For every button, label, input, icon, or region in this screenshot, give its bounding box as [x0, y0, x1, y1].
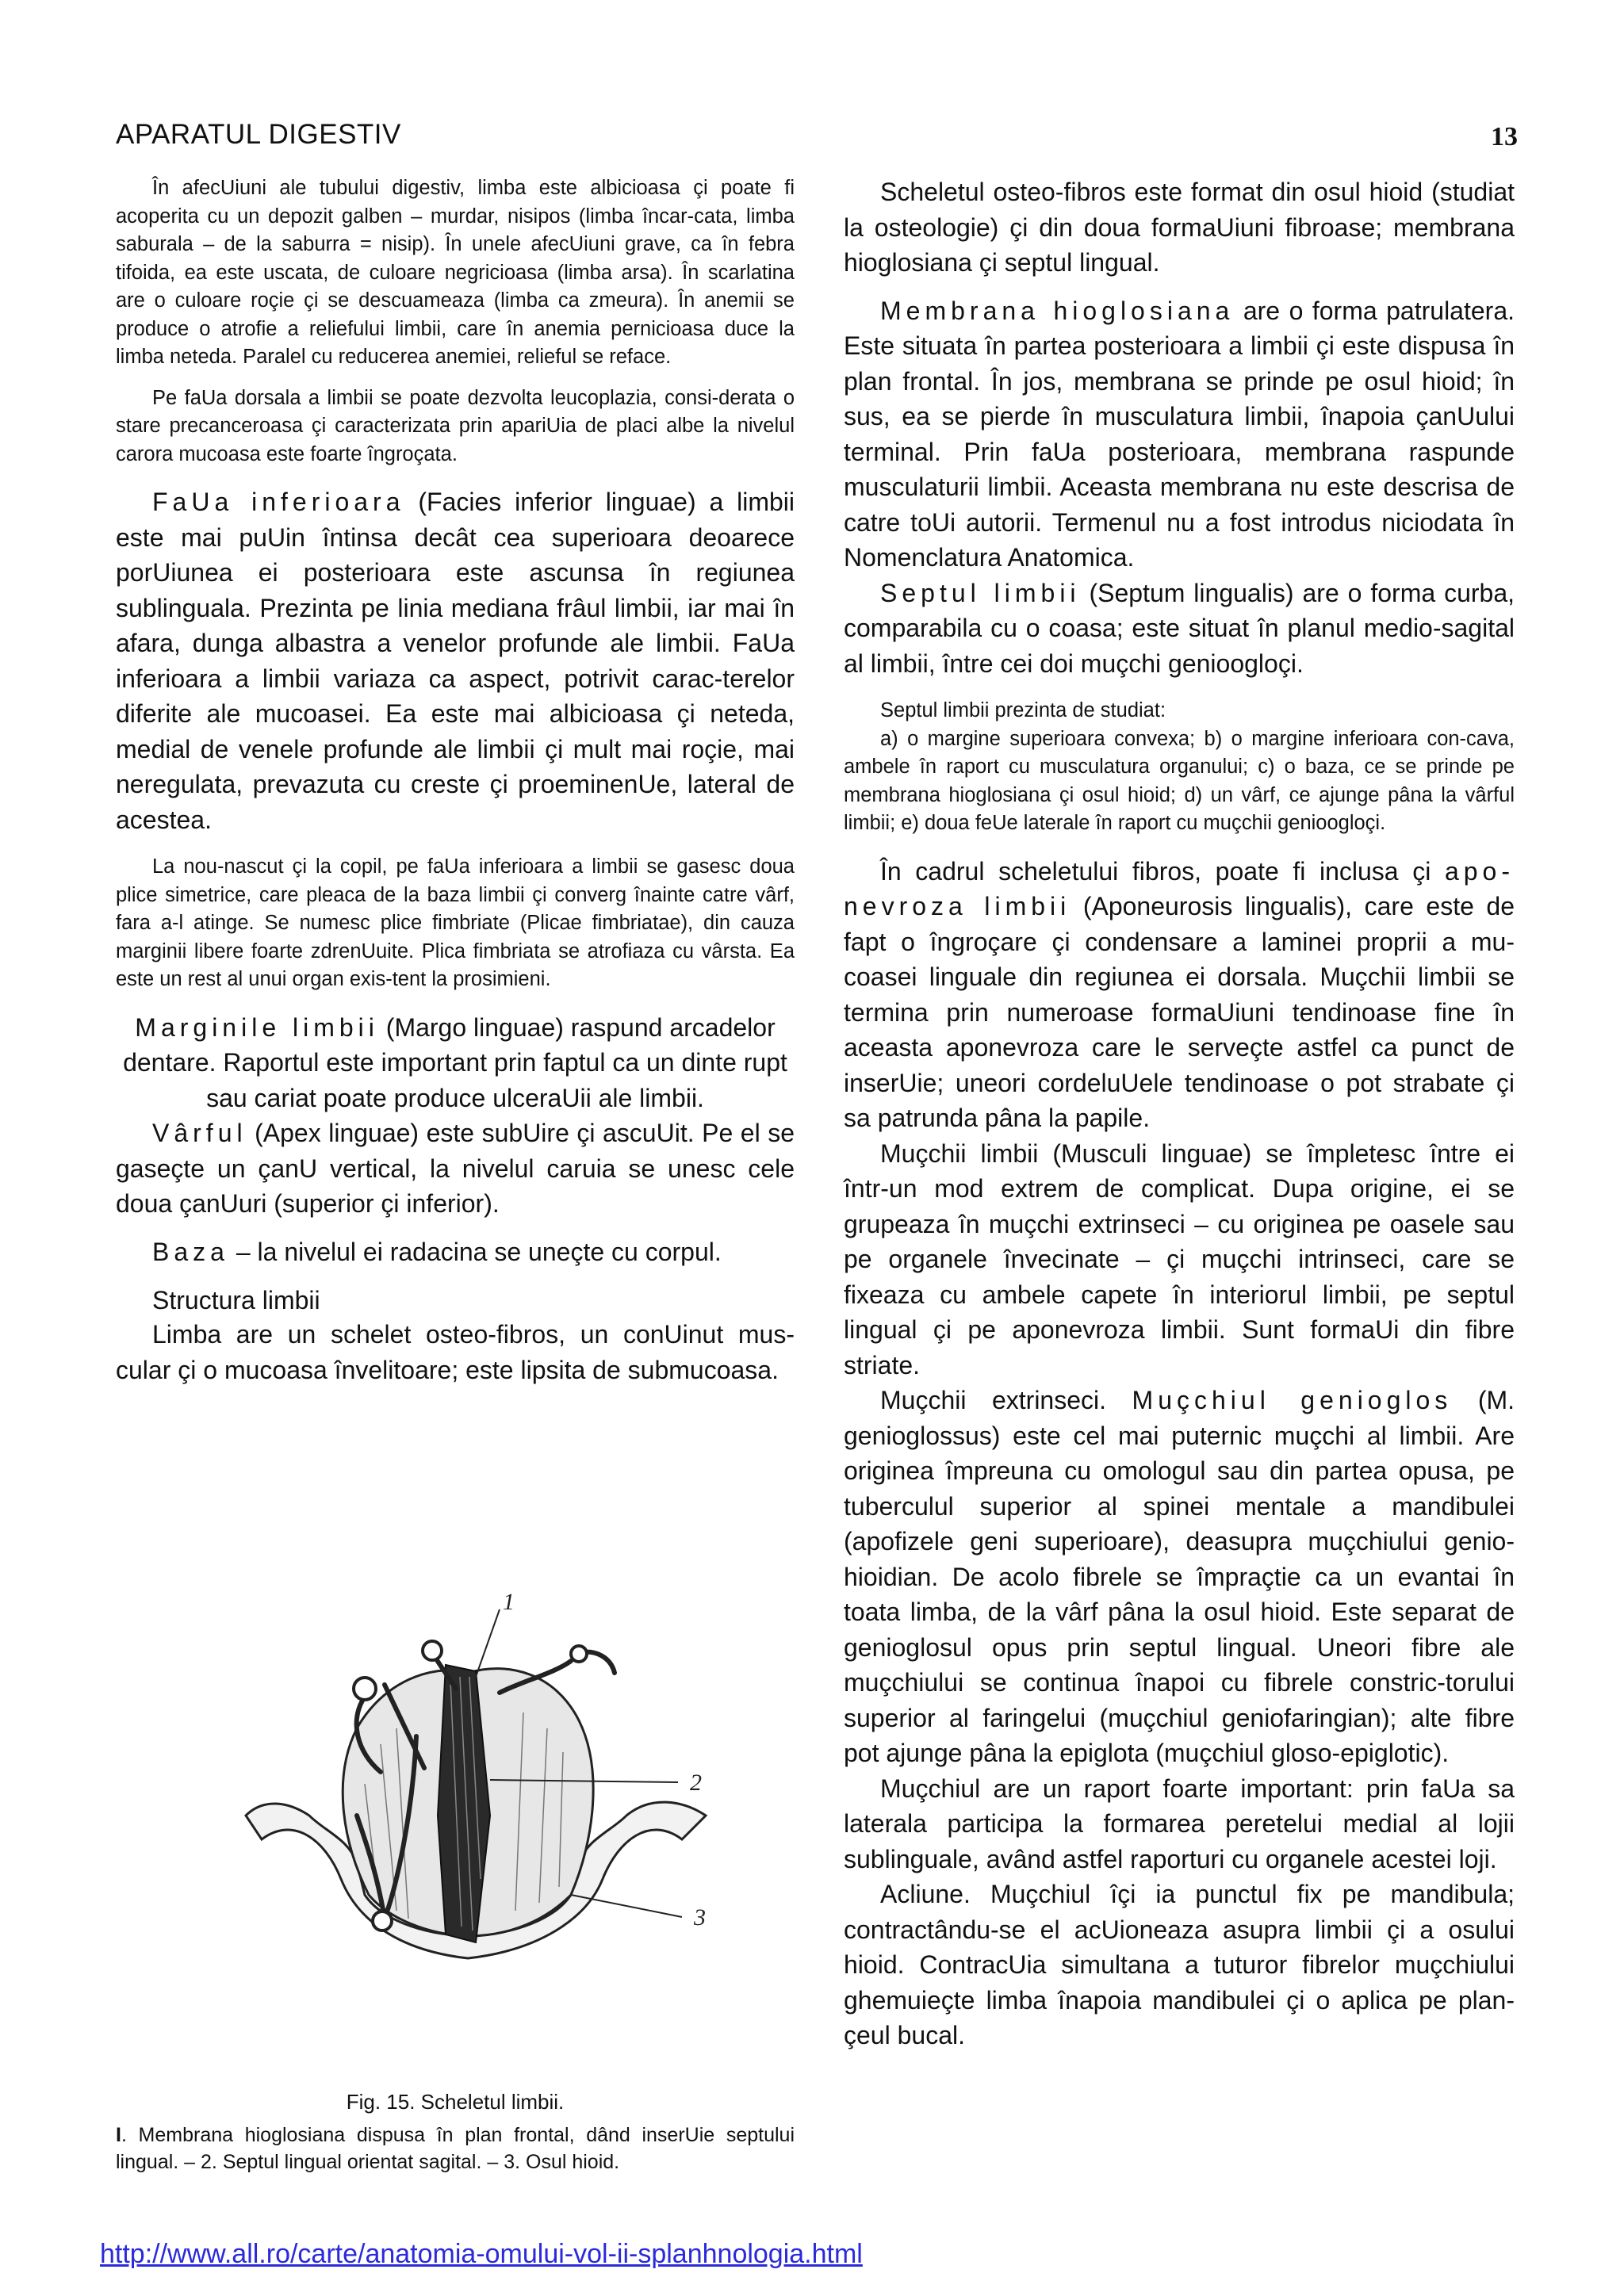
paragraph-aponeurosis-text: (Aponeurosis lingualis), care este de fapt o îngroçare çi condensare a laminei proprii a mu-coasei linguale din regiunea ei dorsala. Muçchii limbii se termina prin numeroase formaUiuni tendinoase fine în aceasta aponevroza care le serveçte astfel ca punct de inserUie; uneori cordeluUele tendinoase o pot strabate çi sa patrunda pâna la papile.	[844, 892, 1515, 1132]
left-column	[116, 174, 795, 1387]
paragraph-septum-study: Septul limbii prezinta de studiat:	[880, 699, 1166, 721]
paragraph-inferior-face-text: (Facies inferior linguae) a limbii este mai puUin întinsa decât cea superioara deoarece porUiunea ei posterioara este ascunsa în regiunea sublinguala. Prezinta pe linia mediana frâul limbii, iar mai în afara, dunga albastra a venelor profunde ale limbii. FaUa inferioara a limbii variaza ca aspect, potrivit carac-terelor diferite ale mucoasei. Ea este mai albicioasa çi neteda, medial de venele profunde ale limbii çi mult mai roçie, mai neregulata, prevazuta cu creste çi proeminenUe, lateral de acestea.	[116, 488, 795, 834]
paragraph-margins	[116, 1010, 795, 1116]
paragraph-structure: Limba are un schelet osteo-fibros, un conUinut mus-cular çi o mucoasa învelitoare; este lipsita de submucoasa.	[116, 1320, 795, 1384]
paragraph-hyoglossal-membrane-text: are o forma patrulatera. Este situata în partea posterioara a limbii çi este dispusa în plan frontal. În jos, membrana se prinde pe osul hioid; în sus, ea se pierde în musculatura limbii, înapoia çanUului terminal. Prin faUa posterioara, membrana raspunde musculaturii limbii. Aceasta membrana nu este descrisa de catre toUi autorii. Termenul nu a fost introdus niciodata în Nomenclatura Anatomica.	[844, 296, 1515, 572]
paragraph-leucoplazia: Pe faUa dorsala a limbii se poate dezvolta leucoplazia, consi-derata o stare precanceroasa çi caracterizata prin apariUia de placi albe la nivelul carora mucoasa este foarte îngroçata.	[116, 386, 795, 465]
right-column	[844, 174, 1515, 2053]
source-url-link[interactable]: http://www.all.ro/carte/anatomia-omului-vol-ii-splanhnologia.html	[100, 2239, 863, 2269]
paragraph-hyoglossal-membrane	[844, 293, 1515, 576]
term-hyoglossal-membrane: Membrana hioglosiana	[880, 296, 1235, 325]
label-2: 2	[690, 1770, 702, 1796]
paragraph-relations: Muçchiul are un raport foarte important: prin faUa sa laterala participa la formarea peretelui medial al lojii sublinguale, având astfel raporturi cu organele acestei loji.	[844, 1774, 1515, 1873]
label-3: 3	[694, 1904, 706, 1931]
term-inferior-face: FaUa inferioara	[152, 488, 405, 516]
section-heading: Structura limbii	[152, 1286, 320, 1314]
figure-caption-lead: I	[116, 2124, 121, 2146]
paragraph-septum-text: (Septum lingualis) are o forma curba, comparabila cu o coasa; este situat în planul medio-sagital al limbii, între cei doi muçchi genioogloçi.	[844, 578, 1515, 678]
paragraph-osteo-fibrous: Scheletul osteo-fibros este format din osul hioid (studiat la osteologie) çi din doua formaUiuni fibroase; membrana hioglosiana çi septul lingual.	[844, 178, 1515, 277]
tongue-skeleton-illustration	[238, 1578, 745, 2022]
paragraph-aponeurosis	[844, 854, 1515, 1136]
term-base: Baza	[152, 1237, 229, 1266]
term-apex: Vârful	[152, 1119, 247, 1147]
term-genioglossus: Muçchiul genioglos	[1132, 1386, 1453, 1414]
label-1: 1	[503, 1589, 515, 1615]
paragraph-action: Acliune. Muçchiul îçi ia punctul fix pe mandibula; contractându-se el acUioneaza asupra limbii çi a osului hioid. ContracUia simultana a tuturor fibrelor muçchiului ghemuieçte limba înapoia mandibulei çi o aplica pe plan-çeul bucal.	[844, 1880, 1515, 2049]
paragraph-genioglossus	[844, 1383, 1515, 1771]
figure-caption-body	[116, 2122, 795, 2175]
paragraph-base-text: – la nivelul ei radacina se uneçte cu corpul.	[228, 1237, 722, 1266]
figure-caption-title: Fig. 15. Scheletul limbii.	[346, 2090, 565, 2114]
figure-caption-text: . Membrana hioglosiana dispusa în plan frontal, dând inserUie septului lingual. – 2. Septul lingual orientat sagital. – 3. Osul hioid.	[116, 2124, 795, 2173]
paragraph-apex	[116, 1115, 795, 1222]
paragraph-base	[116, 1234, 795, 1270]
paragraph-margins-text: (Margo linguae) raspund arcadelor dentare. Raportul este important prin faptul ca un dinte rupt sau cariat poate produce ulceraUii ale limbii.	[123, 1012, 787, 1112]
paragraph-tongue-diseases: În afecUiuni ale tubului digestiv, limba este albicioasa çi poate fi acoperita cu un depozit galben – murdar, nisipos (limba încar-cata, limba saburala – de la saburra = nisip). În unele afecUiuni grave, ca în febra tifoida, ea este uscata, de culoare negricioasa (limba arsa). În scarlatina are o culoare roçie çi se descuameaza (limba ca zmeura). În anemii se produce o atrofie a reliefului limbii, care în anemia pernicioasa duce la limba neteda. Paralel cu reducerea anemiei, relieful se reface.	[116, 177, 795, 368]
page-number: 13	[1491, 122, 1518, 151]
paragraph-tongue-muscles: Muçchii limbii (Musculi linguae) se împletesc între ei într-un mod extrem de complicat. Dupa origine, ei se grupeaza în muçchi extrinseci – cu originea pe oasele sau pe organele învecinate – çi muçchi intrinseci, care se fixeaza cu ambele capete în interiorul limbii, pe septul lingual çi pe aponevroza limbii. Sunt formaUi din fibre striate.	[844, 1138, 1515, 1380]
paragraph-inferior-face	[116, 484, 795, 837]
paragraph-genioglossus-pre: Muçchii extrinseci.	[880, 1386, 1132, 1414]
paragraph-apex-text: (Apex linguae) este subUire çi ascuUit. Pe el se gaseçte un çanU vertical, la nivelul caruia se unesc cele doua çanUuri (superior çi inferior).	[116, 1119, 795, 1218]
running-header: APARATUL DIGESTIV	[116, 119, 401, 150]
term-septum: Septul limbii	[880, 578, 1081, 607]
paragraph-septum	[844, 576, 1515, 682]
figure-tongue-skeleton	[238, 1578, 745, 2022]
paragraph-genioglossus-text: (M. genioglossus) este cel mai puternic muçchi al limbii. Are originea împreuna cu omologul sau din partea opusa, pe tuberculul superior al spinei mentale a mandibulei (apofizele geni superioare), deasupra muçchiului genio-hioidian. De acolo fibrele se împraçtie ca un evantai în toata limba, de la vârf pâna la osul hioid. Este separat de genioglosul opus prin septul lingual. Uneori fibre ale muçchiului se continua înapoi cu fibrele constric-torului superior al faringelui (muçchiul geniofaringian); alte fibre pot ajunge pâna la epiglota (muçchiul gloso-epiglotic).	[844, 1386, 1515, 1767]
paragraph-septum-parts: a) o margine superioara convexa; b) o margine inferioara con-cava, ambele în raport cu musculatura organului; c) o baza, ce se prinde pe membrana hioglosiana çi osul hioid; d) un vârf, ce ajunge pâna la vârful limbii; e) doua feUe laterale în raport cu muçchii genioogloçi.	[844, 727, 1515, 834]
paragraph-aponeurosis-pre: În cadrul scheletului fibros, poate fi inclusa çi	[880, 856, 1445, 886]
term-aponeurosis: apo-nevroza limbii	[844, 856, 1515, 920]
term-margins: Marginile limbii	[135, 1012, 379, 1042]
paragraph-plicae-fimbriatae: La nou-nascut çi la copil, pe faUa inferioara a limbii se gasesc doua plice simetrice, care pleaca de la baza limbii çi converg înainte catre vârf, fara a-l atinge. Se numesc plice fimbriate (Plicae fimbriatae), din cauza marginii libere foarte zdrenUuite. Plica fimbriata se atrofiaza cu vârsta. Ea este un rest al unui organ exis-tent la prosimieni.	[116, 855, 795, 990]
